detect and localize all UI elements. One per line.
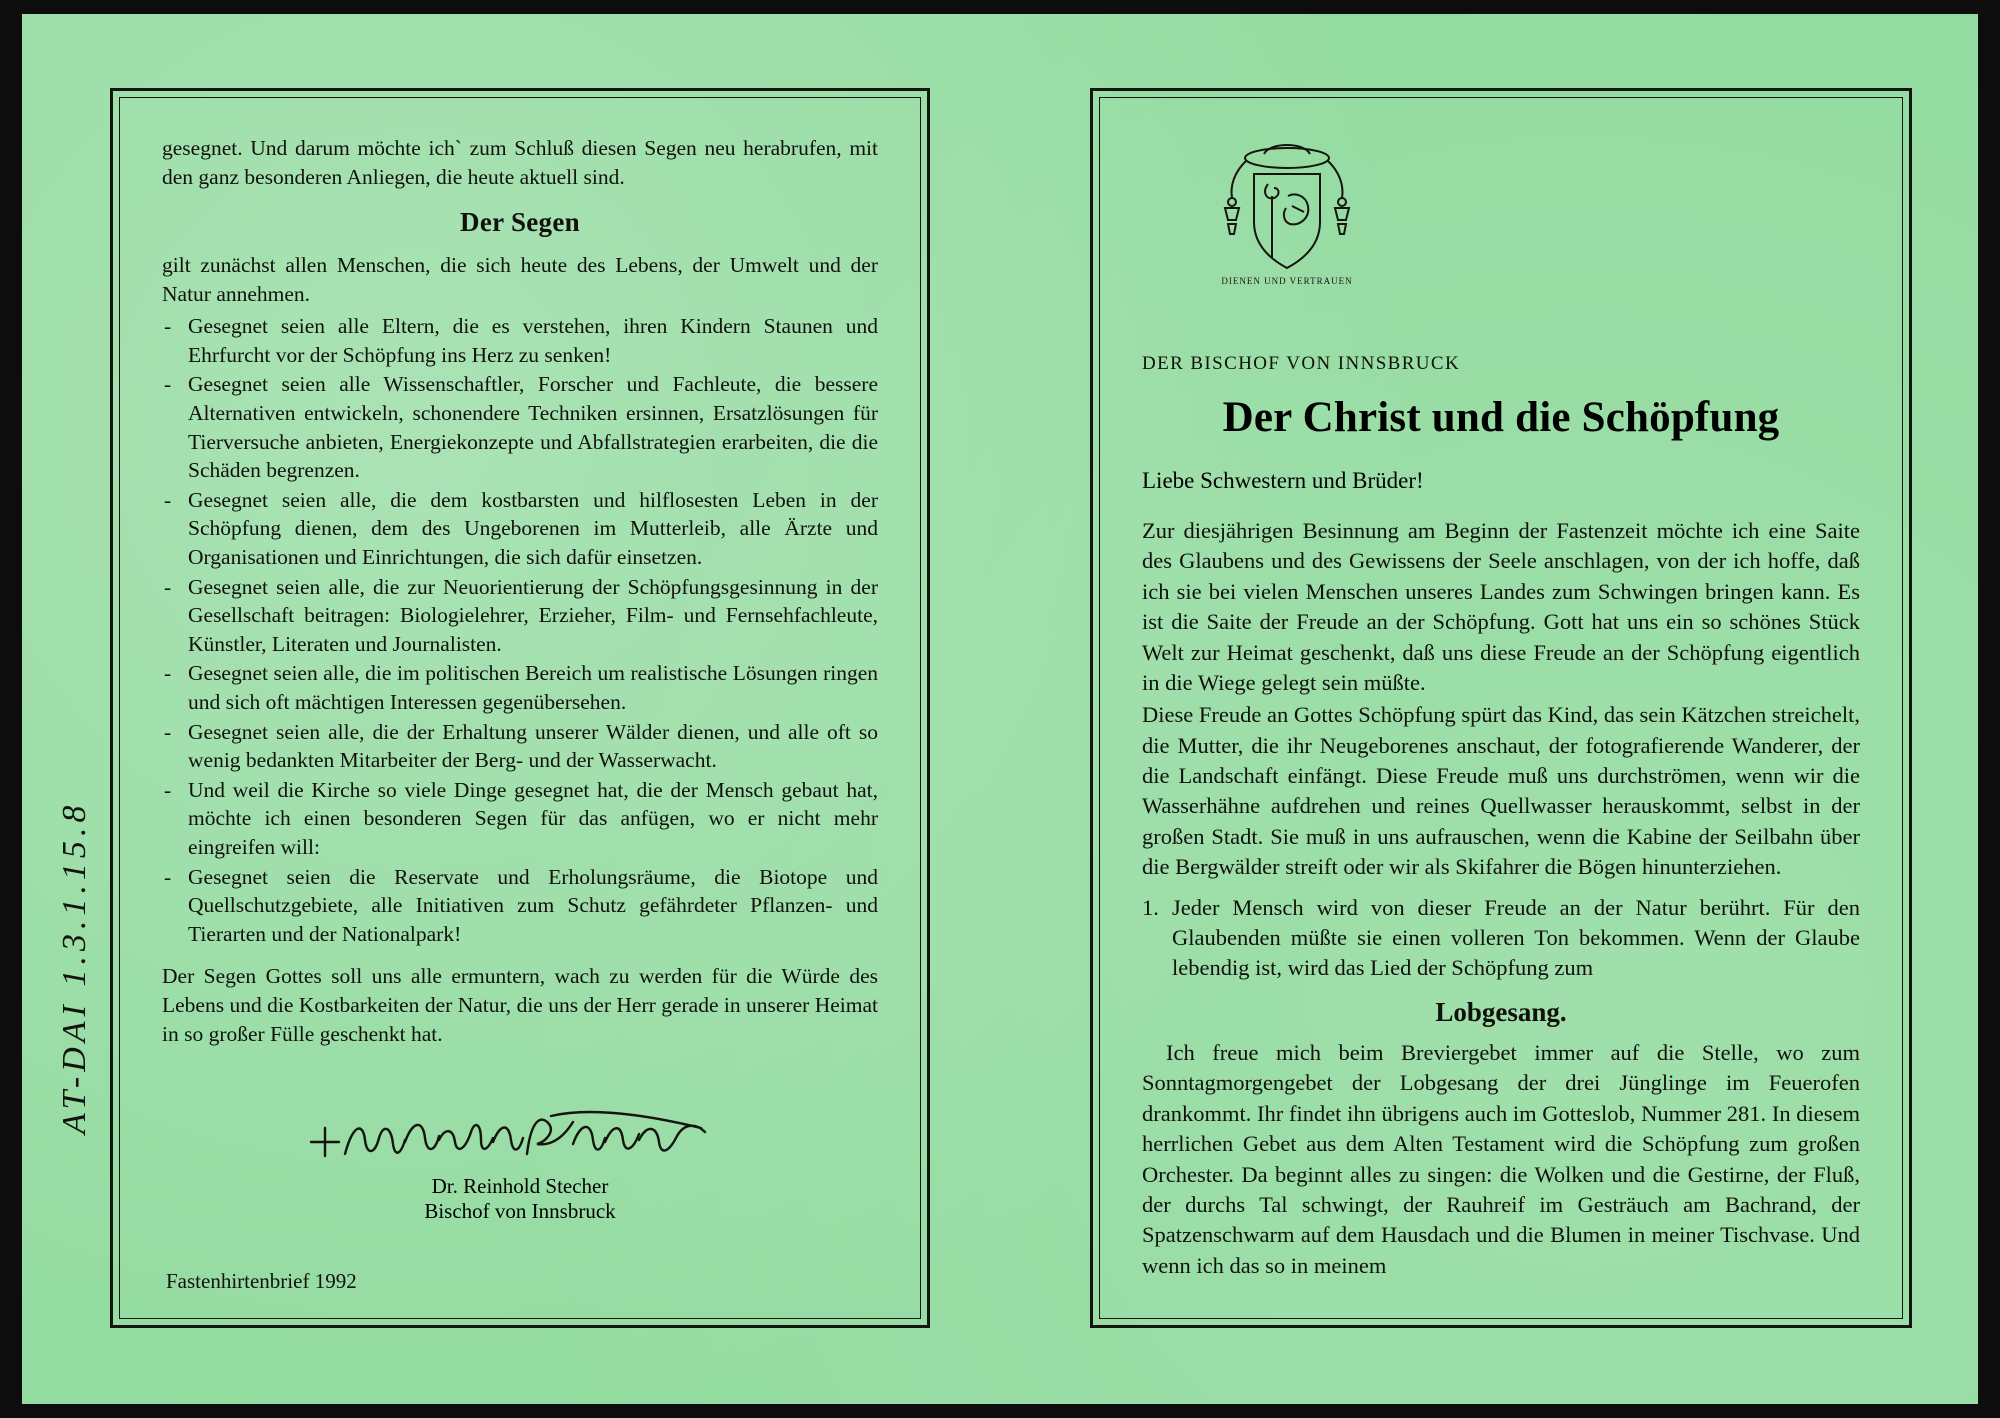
archive-reference-mark: AT-DAI 1.3.1.15.8 [56, 800, 93, 1134]
list-item-text: Und weil die Kirche so viele Dinge gesegnet hat, die der Mensch gebaut hat, möchte ich einen besonderen Segen für das anfügen, wo er nicht mehr eingreifen will: [188, 777, 878, 859]
dash-bullet: - [164, 719, 172, 744]
body-paragraph-2: Diese Freude an Gottes Schöpfung spürt das Kind, das sein Kätzchen streichelt, die Mutter, die ihr Neugeborenes anschaut, der fotografierende Wanderer, der die Landschaft einfängt. Diese Freude muß uns durchströmen, wenn wir die Wasserhähne aufdrehen und reines Quellwasser herauskommt, selbst in der großen Stadt. Sie muß in uns aufrauschen, wenn die Kabine der Seilbahn über die Bergwälder streift oder wir als Skifahrer die Bögen hinunterziehen. [1142, 702, 1860, 880]
section-heading-der-segen: Der Segen [460, 207, 580, 238]
list-item-text: Gesegnet seien alle Wissenschaftler, Forscher und Fachleute, die bessere Alternativen entwickeln, schonendere Techniken ersinnen, Ersatzlösungen für Tierversuche anbieten, Energiekonzepte und Abfallstrategien erarbeiten, die die Schäden begrenzen. [188, 372, 878, 483]
bishop-coat-of-arms-icon [1192, 134, 1382, 294]
dash-bullet: - [164, 574, 172, 599]
handwritten-signature-icon [305, 1102, 735, 1172]
signature-block [162, 1102, 878, 1224]
lead-paragraph: gilt zunächst allen Menschen, die sich heute des Lebens, der Umwelt und der Natur annehmen. [162, 253, 878, 306]
dash-bullet: - [164, 372, 172, 397]
list-item-text: Gesegnet seien die Reservate und Erholungsräume, die Biotope und Quellschutzgebiete, alle Initiativen zum Schutz gefährdeter Pflanzen- und Tierarten und der Nationalpark! [188, 864, 878, 946]
left-page-text [162, 134, 878, 1048]
page-title: Der Christ und die Schöpfung [1222, 394, 1780, 441]
footer-label: Fastenhirtenbrief 1992 [166, 1269, 357, 1293]
numbered-item-1 [1142, 893, 1860, 984]
dash-bullet: - [164, 777, 172, 802]
dash-bullet: - [164, 661, 172, 686]
numbered-item-text: Jeder Mensch wird von dieser Freude an der Natur berührt. Für den Glaubenden müßte sie einen volleren Ton bekommen. Wenn der Glaube lebendig ist, wird das Lied der Schöpfung zum [1172, 894, 1860, 981]
list-item-text: Gesegnet seien alle, die der Erhaltung unserer Wälder dienen, und alle oft so wenig bedankten Mitarbeiter der Berg- und der Wasserwacht. [188, 719, 878, 773]
intro-paragraph: gesegnet. Und darum möchte ich` zum Schluß diesen Segen neu herabrufen, mit den ganz besonderen Anliegen, die heute aktuell sind. [162, 136, 878, 189]
list-item-text: Gesegnet seien alle, die im politischen Bereich um realistische Lösungen ringen und sich oft mächtigen Interessen gegenübersehen. [188, 661, 878, 714]
list-item-text: Gesegnet seien alle, die zur Neuorientierung der Schöpfungsgesinnung in der Gesellschaft beitragen: Biologielehrer, Erzieher, Film- und Fernsehfachleute, Künstler, Literaten und Journalisten. [188, 574, 878, 656]
dash-bullet: - [164, 314, 172, 339]
signature-title: Bischof von Innsbruck [424, 1199, 616, 1224]
left-page-inner [119, 97, 921, 1319]
closing-paragraph: Der Segen Gottes soll uns alle ermuntern, wach zu werden für die Würde des Lebens und die Kostbarkeiten der Natur, die uns der Herr gerade in unserer Heimat in so großer Fülle geschenkt hat. [162, 964, 878, 1046]
coat-of-arms-wrapper [1142, 134, 1860, 299]
signature-name: Dr. Reinhold Stecher [431, 1174, 609, 1199]
list-item [162, 370, 878, 484]
leaflet-paper [22, 14, 1978, 1404]
right-page-inner [1099, 97, 1903, 1319]
list-item [162, 659, 878, 716]
list-item [162, 312, 878, 369]
salutation: Liebe Schwestern und Brüder! [1142, 468, 1424, 493]
bishop-subtitle: DER BISCHOF VON INNSBRUCK [1142, 353, 1461, 374]
left-page [110, 88, 930, 1328]
numbered-item-marker: 1. [1142, 894, 1159, 920]
list-item-text: Gesegnet seien alle, die dem kostbarsten und hilflosesten Leben in der Schöpfung dienen, dem des Ungeborenen im Mutterleib, alle Ärzte und Organisationen und Einrichtungen, die sich dafür einsetzen. [188, 487, 878, 570]
list-item [162, 863, 878, 949]
blessings-list [162, 312, 878, 948]
crest-motto-text: DIENEN UND VERTRAUEN [1221, 276, 1353, 286]
body-paragraph-1: Zur diesjährigen Besinnung am Beginn der Fastenzeit möchte ich eine Saite des Glaubens und des Gewissens der Seele anschlagen, von der ich hoffe, daß ich sie bei vielen Menschen unseres Landes zum Schwingen bringen kann. Es ist die Saite der Freude an der Schöpfung. Gott hat uns ein so schönes Stück Welt zur Heimat geschenkt, daß uns diese Freude an der Schöpfung eigentlich in die Wiege gelegt sein müßte. [1142, 518, 1860, 695]
list-item [162, 776, 878, 862]
list-item-text: Gesegnet seien alle Eltern, die es verstehen, ihren Kindern Staunen und Ehrfurcht vor der Schöpfung ins Herz zu senken! [188, 314, 878, 367]
closing-paragraph-right: Ich freue mich beim Breviergebet immer auf die Stelle, wo zum Sonntagmorgengebet der Lobgesang der drei Jünglinge im Feuerofen drankommt. Ihr findet ihn übrigens auch im Gotteslob, Nummer 281. In diesem herrlichen Gebet aus dem Alten Testament wird die Schöpfung zum großen Orchester. Da beginnt alles zu singen: die Wolken und die Gestirne, der Fluß, der durchs Tal schwingt, der Rauhreif im Gesträuch am Bachrand, der Spatzenschwarm auf dem Hausdach und die Blumen in meiner Tischvase. Und wenn ich das so in meinem [1142, 1040, 1860, 1278]
subheading-lobgesang: Lobgesang. [1435, 996, 1567, 1027]
right-page-text [1142, 516, 1860, 1281]
right-page [1090, 88, 1912, 1328]
dash-bullet: - [164, 487, 172, 512]
dash-bullet: - [164, 864, 172, 889]
list-item [162, 486, 878, 572]
list-item [162, 718, 878, 775]
list-item [162, 573, 878, 659]
